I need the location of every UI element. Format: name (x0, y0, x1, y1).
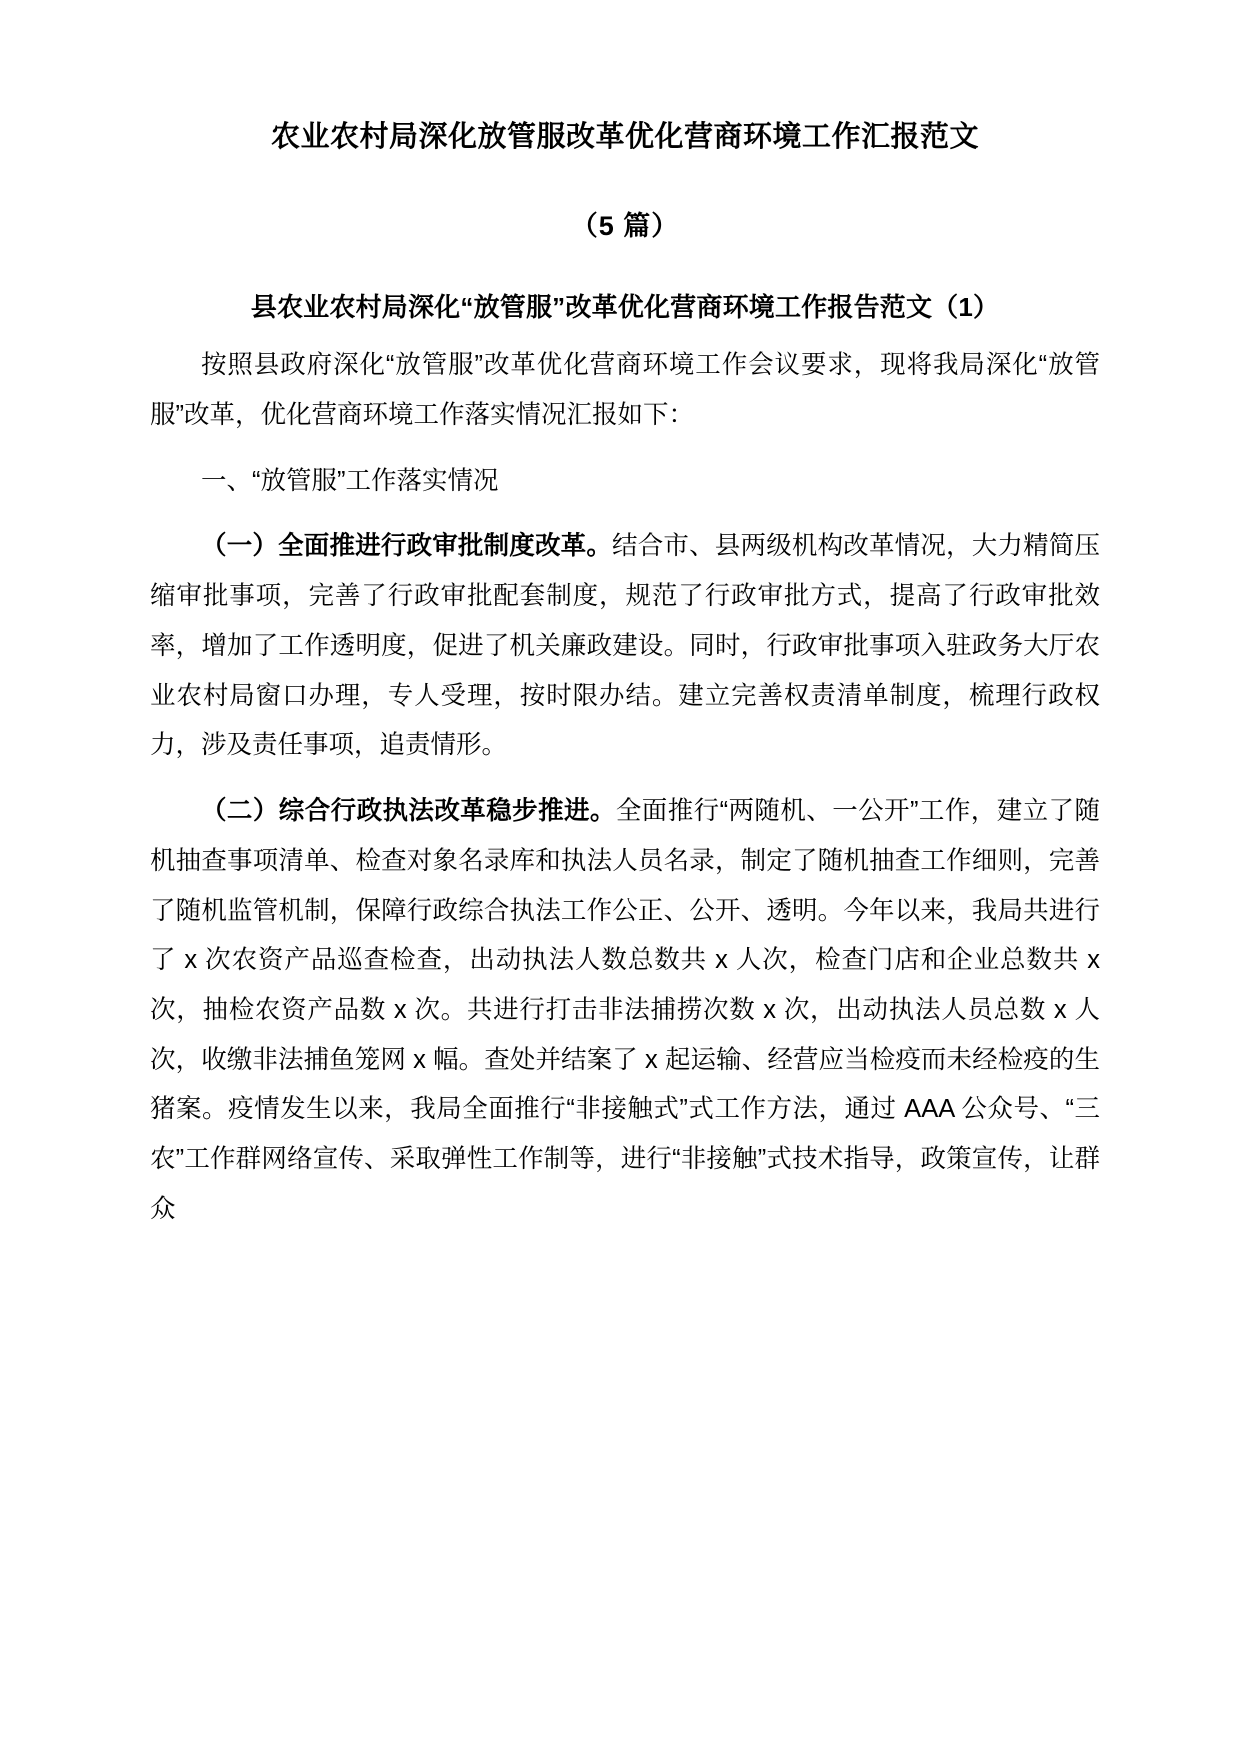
paragraph-item-2-lead: （二）综合行政执法改革稳步推进。 (201, 797, 616, 826)
paragraph-item-1 (150, 522, 1100, 771)
paragraph-item-1-lead: （一）全面推进行政审批制度改革。 (201, 532, 613, 561)
document-subtitle-count: （5 篇） (570, 211, 680, 242)
page-title: 农业农村局深化放管服改革优化营商环境工作汇报范文 (270, 121, 979, 153)
paragraph-item-2 (150, 787, 1100, 1234)
heading-item-one: 一、“放管服”工作落实情况 (201, 466, 499, 495)
section-heading-report-1: 县农业农村局深化“放管服”改革优化营商环境工作报告范文（1） (250, 292, 1000, 323)
paragraph-intro: 按照县政府深化“放管服”改革优化营商环境工作会议要求，现将我局深化“放管服”改革，优化营商环境工作落实情况汇报如下： (150, 351, 1100, 430)
paragraph-item-2-body: 全面推行“两随机、一公开”工作，建立了随机抽查事项清单、检查对象名录库和执法人员名录，制定了随机抽查工作细则，完善了随机监管机制，保障行政综合执法工作公正、公开、透明。今年以来，我局共进行了 x 次农资产品巡查检查，出动执法人数总数共 x 人次，检查门店和企业总数共 x 次，抽检农资产品数 x 次。共进行打击非法捕捞次数 x 次，出动执法人员总数 x 人次，收缴非法捕鱼笼网 x 幅。查处并结案了 x 起运输、经营应当检疫而未经检疫的生猪案。疫情发生以来，我局全面推行“非接触式”式工作方法，通过 AAA 公众号、“三农”工作群网络宣传、采取弹性工作制等，进行“非接触”式技术指导，政策宣传，让群众 (150, 797, 1100, 1223)
paragraph-item-1-body: 结合市、县两级机构改革情况，大力精简压缩审批事项，完善了行政审批配套制度，规范了行政审批方式，提高了行政审批效率，增加了工作透明度，促进了机关廉政建设。同时，行政审批事项入驻政务大厅农业农村局窗口办理，专人受理，按时限办结。建立完善权责清单制度，梳理行政权力，涉及责任事项，追责情形。 (150, 532, 1100, 760)
